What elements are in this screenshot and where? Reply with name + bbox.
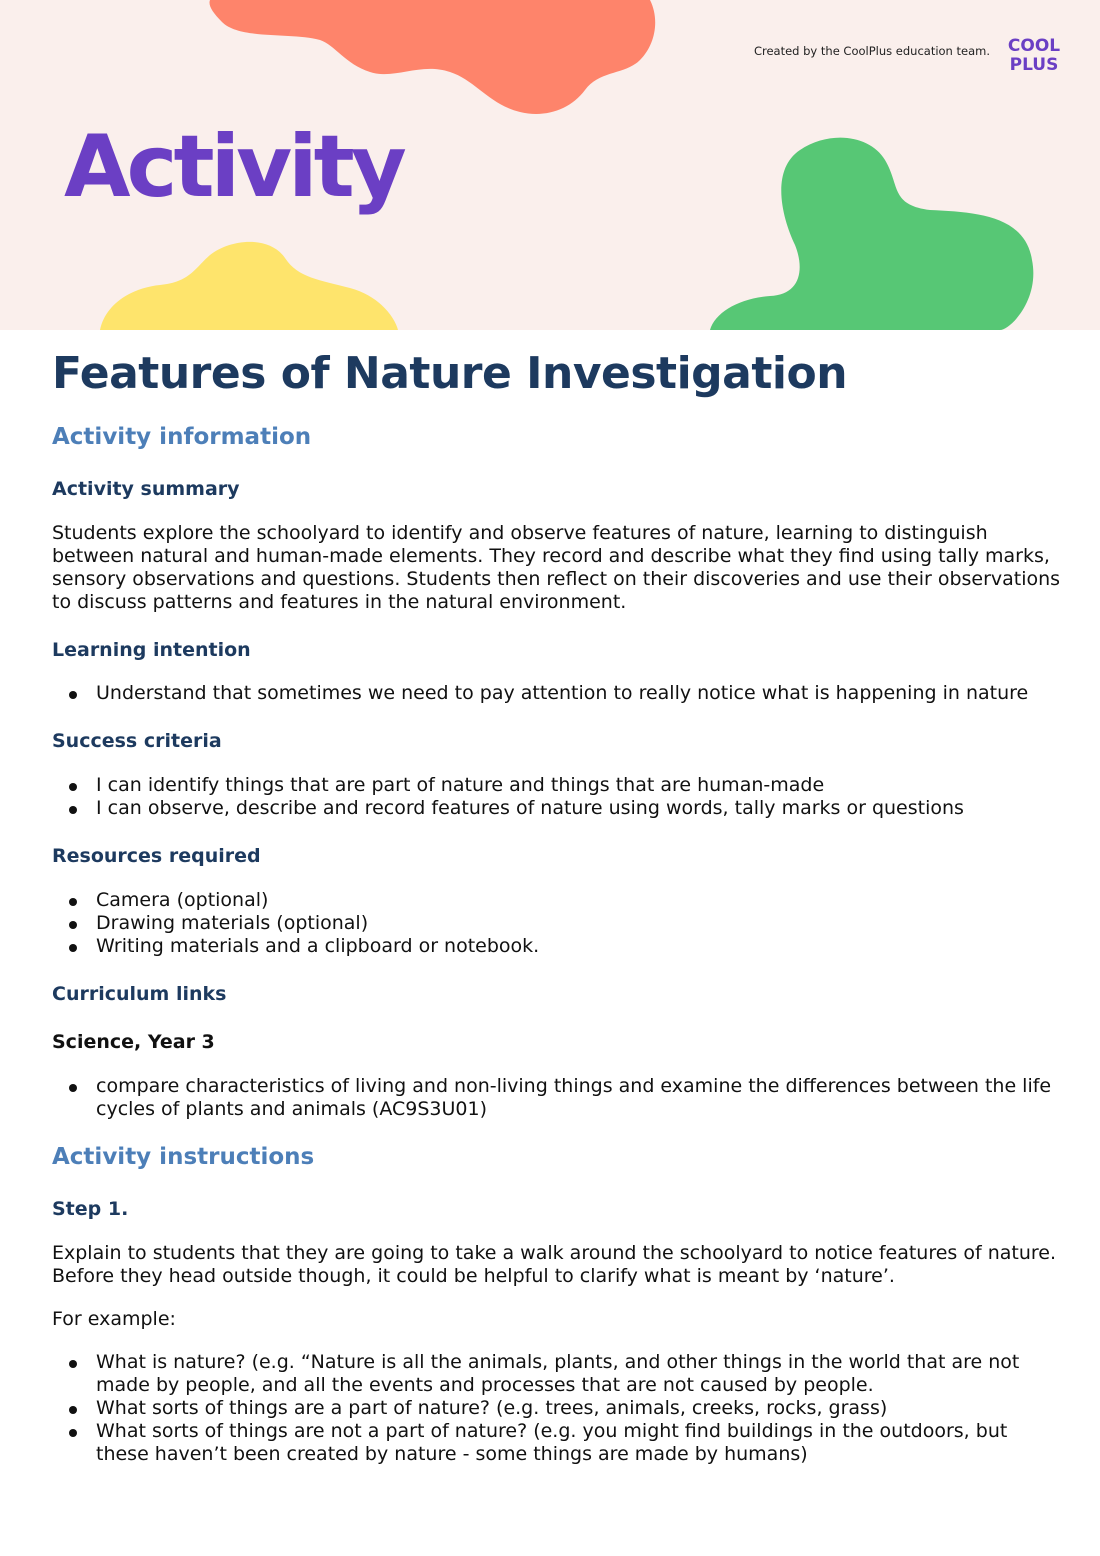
credit-text: Created by the CoolPlus education team. xyxy=(753,44,990,58)
page-title: Features of Nature Investigation xyxy=(52,348,848,399)
list-item: What sorts of things are not a part of nature? (e.g. you might find buildings in the outdoors, but these haven’t been created by nature - some things are made by humans) xyxy=(52,1420,1062,1466)
list-item: What is nature? (e.g. “Nature is all the animals, plants, and other things in the world that are not made by people, and all the events and processes that are not caused by people. xyxy=(52,1351,1062,1397)
activity-summary-heading: Activity summary xyxy=(52,477,240,500)
list-item: I can observe, describe and record features of nature using words, tally marks or questions xyxy=(52,797,1062,820)
list-item: Writing materials and a clipboard or notebook. xyxy=(52,935,1062,958)
step-1-text: Explain to students that they are going to take a walk around the schoolyard to notice features of nature. Before they head outside though, it could be helpful to clarify what is meant by ‘nature’. xyxy=(52,1241,1057,1287)
curriculum-subheading: Science, Year 3 xyxy=(52,1031,215,1054)
coral-blob xyxy=(210,0,656,114)
green-blob xyxy=(710,138,1033,330)
list-item: Understand that sometimes we need to pay attention to really notice what is happening in nature xyxy=(52,682,1062,705)
coolplus-logo xyxy=(1004,34,1064,74)
svg-text:PLUS: PLUS xyxy=(1009,55,1059,74)
section-heading-activity-information: Activity information xyxy=(52,424,312,450)
banner-title: Activity xyxy=(64,117,403,217)
learning-intention-heading: Learning intention xyxy=(52,638,251,661)
list-item: Drawing materials (optional) xyxy=(52,912,1062,935)
activity-summary-text: Students explore the schoolyard to identify and observe features of nature, learning to distinguish between natural and human-made elements. They record and describe what they find using tally marks, sensory observations and questions. Students then reflect on their discoveries and use their observations to discuss patterns and features in the natural environment. xyxy=(52,521,1061,613)
list-item: I can identify things that are part of nature and things that are human-made xyxy=(52,774,1062,797)
list-item: Camera (optional) xyxy=(52,889,1062,912)
success-criteria-list xyxy=(52,774,1062,820)
step-1-example-label: For example: xyxy=(52,1307,176,1330)
header-banner xyxy=(0,0,1100,330)
step-1-list xyxy=(52,1351,1062,1466)
resources-heading: Resources required xyxy=(52,844,261,867)
document-body xyxy=(52,346,1062,1466)
curriculum-list xyxy=(52,1075,1062,1121)
learning-intention-list xyxy=(52,682,1062,705)
resources-list xyxy=(52,889,1062,958)
section-heading-activity-instructions: Activity instructions xyxy=(52,1144,315,1171)
yellow-blob xyxy=(100,242,398,330)
list-item: What sorts of things are a part of nature? (e.g. trees, animals, creeks, rocks, grass) xyxy=(52,1397,1062,1420)
curriculum-links-heading: Curriculum links xyxy=(52,982,227,1005)
list-item: compare characteristics of living and non-living things and examine the differences between the life cycles of plants and animals (AC9S3U01) xyxy=(52,1075,1062,1121)
step-1-heading: Step 1. xyxy=(52,1197,129,1220)
success-criteria-heading: Success criteria xyxy=(52,730,222,753)
svg-text:COOL: COOL xyxy=(1007,36,1061,56)
